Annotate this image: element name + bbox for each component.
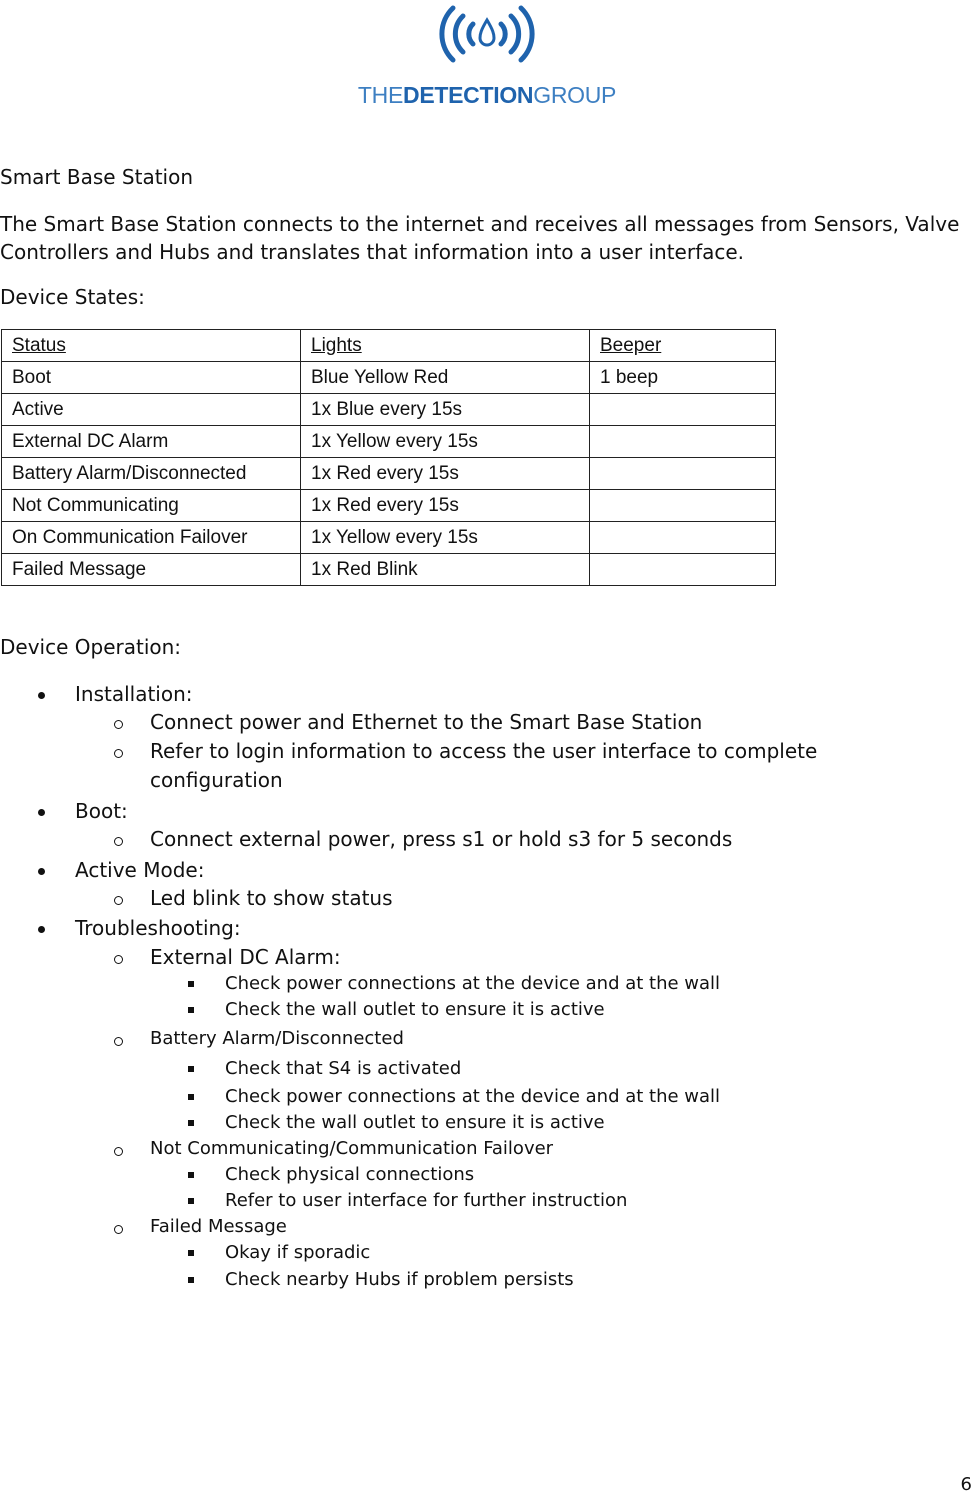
water-drop-signal-icon [425, 0, 549, 72]
cell-lights: 1x Yellow every 15s [301, 426, 590, 458]
bullet-square-icon [188, 1172, 194, 1178]
page-number: 6 [960, 1474, 972, 1495]
table-row [2, 490, 776, 522]
list-item: Refer to login information to access the user interface to complete [150, 739, 818, 763]
bullet-dot-icon [38, 692, 45, 699]
bullet-dot-icon [38, 809, 45, 816]
cell-beeper [590, 394, 776, 426]
table-row [2, 362, 776, 394]
section-description: The Smart Base Station connects to the internet and receives all messages from Sensors, Valve Controllers and Hubs and translates that information into a user interface. [0, 212, 960, 264]
bullet-circle-icon [114, 955, 123, 964]
table-row [2, 394, 776, 426]
cell-lights: Blue Yellow Red [301, 362, 590, 394]
bullet-square-icon [188, 1007, 194, 1013]
list-item-continuation: configuration [150, 768, 283, 792]
cell-beeper: 1 beep [590, 362, 776, 394]
list-item: Okay if sporadic [225, 1242, 371, 1263]
header-status: Status [2, 330, 301, 362]
cell-lights: 1x Red Blink [301, 554, 590, 586]
bullet-square-icon [188, 1066, 194, 1072]
bullet-square-icon [188, 1250, 194, 1256]
list-item: Led blink to show status [150, 886, 393, 910]
list-item: Check nearby Hubs if problem persists [225, 1269, 574, 1290]
device-operation-heading: Device Operation: [0, 635, 182, 659]
list-item: Check physical connections [225, 1164, 475, 1185]
bullet-circle-icon [114, 896, 123, 905]
device-states-heading: Device States: [0, 285, 145, 309]
cell-beeper [590, 458, 776, 490]
list-item: Active Mode: [75, 858, 205, 882]
table-row [2, 522, 776, 554]
bullet-circle-icon [114, 1037, 123, 1046]
company-logo [0, 0, 974, 120]
list-item: Connect external power, press s1 or hold s3 for 5 seconds [150, 827, 733, 851]
cell-lights: 1x Red every 15s [301, 458, 590, 490]
bullet-circle-icon [114, 749, 123, 758]
bullet-square-icon [188, 1120, 194, 1126]
cell-status: Boot [2, 362, 301, 394]
brand-name: THEDETECTIONGROUP [357, 82, 617, 108]
bullet-circle-icon [114, 1147, 123, 1156]
bullet-dot-icon [38, 926, 45, 933]
cell-lights: 1x Blue every 15s [301, 394, 590, 426]
table-row [2, 554, 776, 586]
list-item: Check power connections at the device and at the wall [225, 1086, 721, 1107]
bullet-circle-icon [114, 720, 123, 729]
list-item: Check that S4 is activated [225, 1058, 462, 1079]
list-item: Check the wall outlet to ensure it is active [225, 999, 605, 1020]
cell-lights: 1x Yellow every 15s [301, 522, 590, 554]
list-item: Refer to user interface for further instruction [225, 1190, 628, 1211]
bullet-square-icon [188, 981, 194, 987]
section-title: Smart Base Station [0, 165, 194, 189]
device-states-table [1, 329, 776, 586]
list-item: Troubleshooting: [75, 916, 241, 940]
table-row [2, 458, 776, 490]
cell-beeper [590, 554, 776, 586]
list-item: Battery Alarm/Disconnected [150, 1028, 404, 1049]
cell-status: On Communication Failover [2, 522, 301, 554]
cell-status: Not Communicating [2, 490, 301, 522]
cell-lights: 1x Red every 15s [301, 490, 590, 522]
list-item: Check the wall outlet to ensure it is active [225, 1112, 605, 1133]
table-row [2, 426, 776, 458]
bullet-circle-icon [114, 837, 123, 846]
bullet-circle-icon [114, 1225, 123, 1234]
cell-status: External DC Alarm [2, 426, 301, 458]
list-item: Check power connections at the device and at the wall [225, 973, 721, 994]
table-header-row [2, 330, 776, 362]
header-beeper: Beeper [590, 330, 776, 362]
cell-status: Battery Alarm/Disconnected [2, 458, 301, 490]
bullet-square-icon [188, 1094, 194, 1100]
cell-beeper [590, 490, 776, 522]
cell-status: Active [2, 394, 301, 426]
bullet-square-icon [188, 1277, 194, 1283]
header-lights: Lights [301, 330, 590, 362]
list-item: Boot: [75, 799, 128, 823]
list-item: External DC Alarm: [150, 945, 341, 969]
bullet-square-icon [188, 1198, 194, 1204]
bullet-dot-icon [38, 868, 45, 875]
list-item: Not Communicating/Communication Failover [150, 1138, 554, 1159]
list-item: Installation: [75, 682, 193, 706]
cell-beeper [590, 426, 776, 458]
list-item: Failed Message [150, 1216, 287, 1237]
cell-status: Failed Message [2, 554, 301, 586]
list-item: Connect power and Ethernet to the Smart Base Station [150, 710, 703, 734]
cell-beeper [590, 522, 776, 554]
